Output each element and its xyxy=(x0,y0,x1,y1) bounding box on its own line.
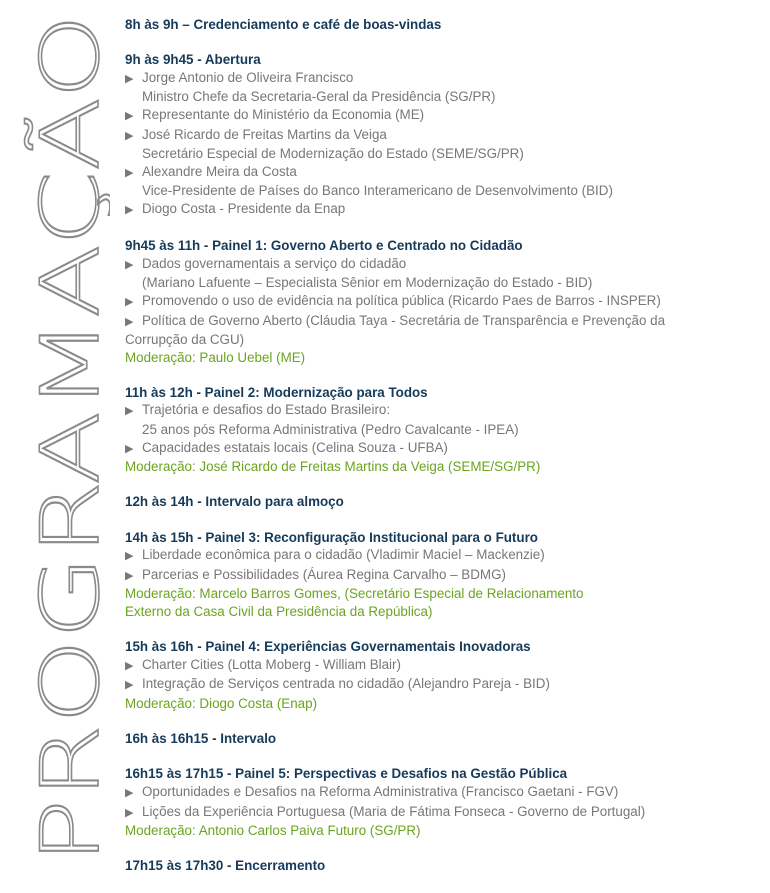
list-item xyxy=(125,675,765,695)
schedule-block xyxy=(125,529,765,621)
triangle-bullet-icon: ▶ xyxy=(125,405,134,418)
moderation: Moderação: Diogo Costa (Enap) xyxy=(125,695,318,711)
triangle-bullet-icon: ▶ xyxy=(125,442,134,455)
list-item xyxy=(125,312,765,332)
list-item xyxy=(125,546,765,566)
list-item xyxy=(125,200,765,220)
list-item xyxy=(125,401,765,421)
session-heading: 15h às 16h - Painel 4: Experiências Governamentais Inovadoras xyxy=(125,639,531,655)
triangle-bullet-icon: ▶ xyxy=(125,258,134,271)
item-text: Promovendo o uso de evidência na política pública (Ricardo Paes de Barros - INSPER) xyxy=(142,292,661,308)
program-schedule xyxy=(125,16,765,893)
session-heading: 9h45 às 11h - Painel 1: Governo Aberto e Centrado no Cidadão xyxy=(125,238,523,254)
triangle-bullet-icon: ▶ xyxy=(125,679,134,692)
moderation: Moderação: José Ricardo de Freitas Martins da Veiga (SEME/SG/PR) xyxy=(125,459,541,475)
item-text: Liberdade econômica para o cidadão (Vladimir Maciel – Mackenzie) xyxy=(142,547,545,563)
item-text: Charter Cities (Lotta Moberg - William Blair) xyxy=(142,656,401,672)
item-text: Diogo Costa - Presidente da Enap xyxy=(142,200,346,216)
moderation: Moderação: Antonio Carlos Paiva Futuro (SG/PR) xyxy=(125,823,421,839)
triangle-bullet-icon: ▶ xyxy=(125,786,134,799)
item-text: Trajetória e desafios do Estado Brasileiro: xyxy=(142,402,391,418)
session-heading: 16h15 às 17h15 - Painel 5: Perspectivas e Desafios na Gestão Pública xyxy=(125,766,568,782)
list-item xyxy=(125,783,765,803)
page-title xyxy=(20,0,110,864)
item-text: Integração de Serviços centrada no cidadão (Alejandro Pareja - BID) xyxy=(142,676,550,692)
list-item xyxy=(125,803,765,823)
session-heading: 14h às 15h - Painel 3: Reconfiguração Institucional para o Futuro xyxy=(125,529,538,545)
session-heading: 8h às 9h – Credenciamento e café de boas-vindas xyxy=(125,17,442,32)
schedule-block xyxy=(125,237,765,366)
item-continuation: Corrupção da CGU) xyxy=(125,332,245,348)
list-item xyxy=(125,566,765,586)
item-text: Jorge Antonio de Oliveira Francisco xyxy=(142,69,354,85)
schedule-block xyxy=(125,493,765,511)
vertical-title-text: PROGRAMAÇÃO xyxy=(24,233,110,864)
session-heading: 17h15 às 17h30 - Encerramento xyxy=(125,858,326,874)
schedule-block xyxy=(125,765,765,839)
moderation: Moderação: Paulo Uebel (ME) xyxy=(125,349,306,365)
item-text: Oportunidades e Desafios na Reforma Administrativa (Francisco Gaetani - FGV) xyxy=(142,783,619,799)
moderation: Moderação: Marcelo Barros Gomes, (Secretário Especial de Relacionamento xyxy=(125,586,584,602)
session-heading: 9h às 9h45 - Abertura xyxy=(125,52,261,68)
session-heading: 16h às 16h15 - Intervalo xyxy=(125,731,277,747)
item-subtext: 25 anos pós Reforma Administrativa (Pedro Cavalcante - IPEA) xyxy=(142,422,519,438)
session-heading: 12h às 14h - Intervalo para almoço xyxy=(125,494,344,510)
item-text: Parcerias e Possibilidades (Áurea Regina Carvalho – BDMG) xyxy=(142,566,506,582)
triangle-bullet-icon: ▶ xyxy=(125,166,134,179)
list-item xyxy=(125,439,765,459)
schedule-block xyxy=(125,16,765,34)
list-item xyxy=(125,292,765,312)
triangle-bullet-icon: ▶ xyxy=(125,203,134,216)
list-item xyxy=(125,163,765,183)
session-heading: 11h às 12h - Painel 2: Modernização para Todos xyxy=(125,384,428,400)
triangle-bullet-icon: ▶ xyxy=(125,550,134,563)
item-text: Alexandre Meira da Costa xyxy=(142,163,297,179)
item-text: Representante do Ministério da Economia (ME) xyxy=(142,106,425,122)
list-item xyxy=(125,255,765,275)
item-text: Política de Governo Aberto (Cláudia Taya - Secretária de Transparência e Prevenção da xyxy=(142,312,666,328)
schedule-block xyxy=(125,51,765,219)
triangle-bullet-icon: ▶ xyxy=(125,806,134,819)
schedule-block xyxy=(125,384,765,476)
item-subtext: Vice-Presidente de Países do Banco Interamericano de Desenvolvimento (BID) xyxy=(142,183,613,199)
item-subtext: (Mariano Lafuente – Especialista Sênior em Modernização do Estado - BID) xyxy=(142,275,593,291)
list-item xyxy=(125,656,765,676)
triangle-bullet-icon: ▶ xyxy=(125,569,134,582)
triangle-bullet-icon: ▶ xyxy=(125,129,134,142)
list-item xyxy=(125,106,765,126)
item-text: Lições da Experiência Portuguesa (Maria de Fátima Fonseca - Governo de Portugal) xyxy=(142,803,646,819)
item-subtext: Ministro Chefe da Secretaria-Geral da Presidência (SG/PR) xyxy=(142,89,496,105)
triangle-bullet-icon: ▶ xyxy=(125,295,134,308)
list-item xyxy=(125,69,765,89)
triangle-bullet-icon: ▶ xyxy=(125,659,134,672)
item-text: Capacidades estatais locais (Celina Souza - UFBA) xyxy=(142,439,448,455)
triangle-bullet-icon: ▶ xyxy=(125,315,134,328)
item-text: Dados governamentais a serviço do cidadão xyxy=(142,255,407,271)
moderation-continuation: Externo da Casa Civil da Presidência da República) xyxy=(125,604,433,619)
triangle-bullet-icon: ▶ xyxy=(125,72,134,85)
schedule-block xyxy=(125,638,765,712)
item-subtext: Secretário Especial de Modernização do Estado (SEME/SG/PR) xyxy=(142,146,524,162)
schedule-block xyxy=(125,730,765,748)
item-text: José Ricardo de Freitas Martins da Veiga xyxy=(142,126,387,142)
triangle-bullet-icon: ▶ xyxy=(125,109,134,122)
list-item xyxy=(125,126,765,146)
schedule-block xyxy=(125,857,765,875)
